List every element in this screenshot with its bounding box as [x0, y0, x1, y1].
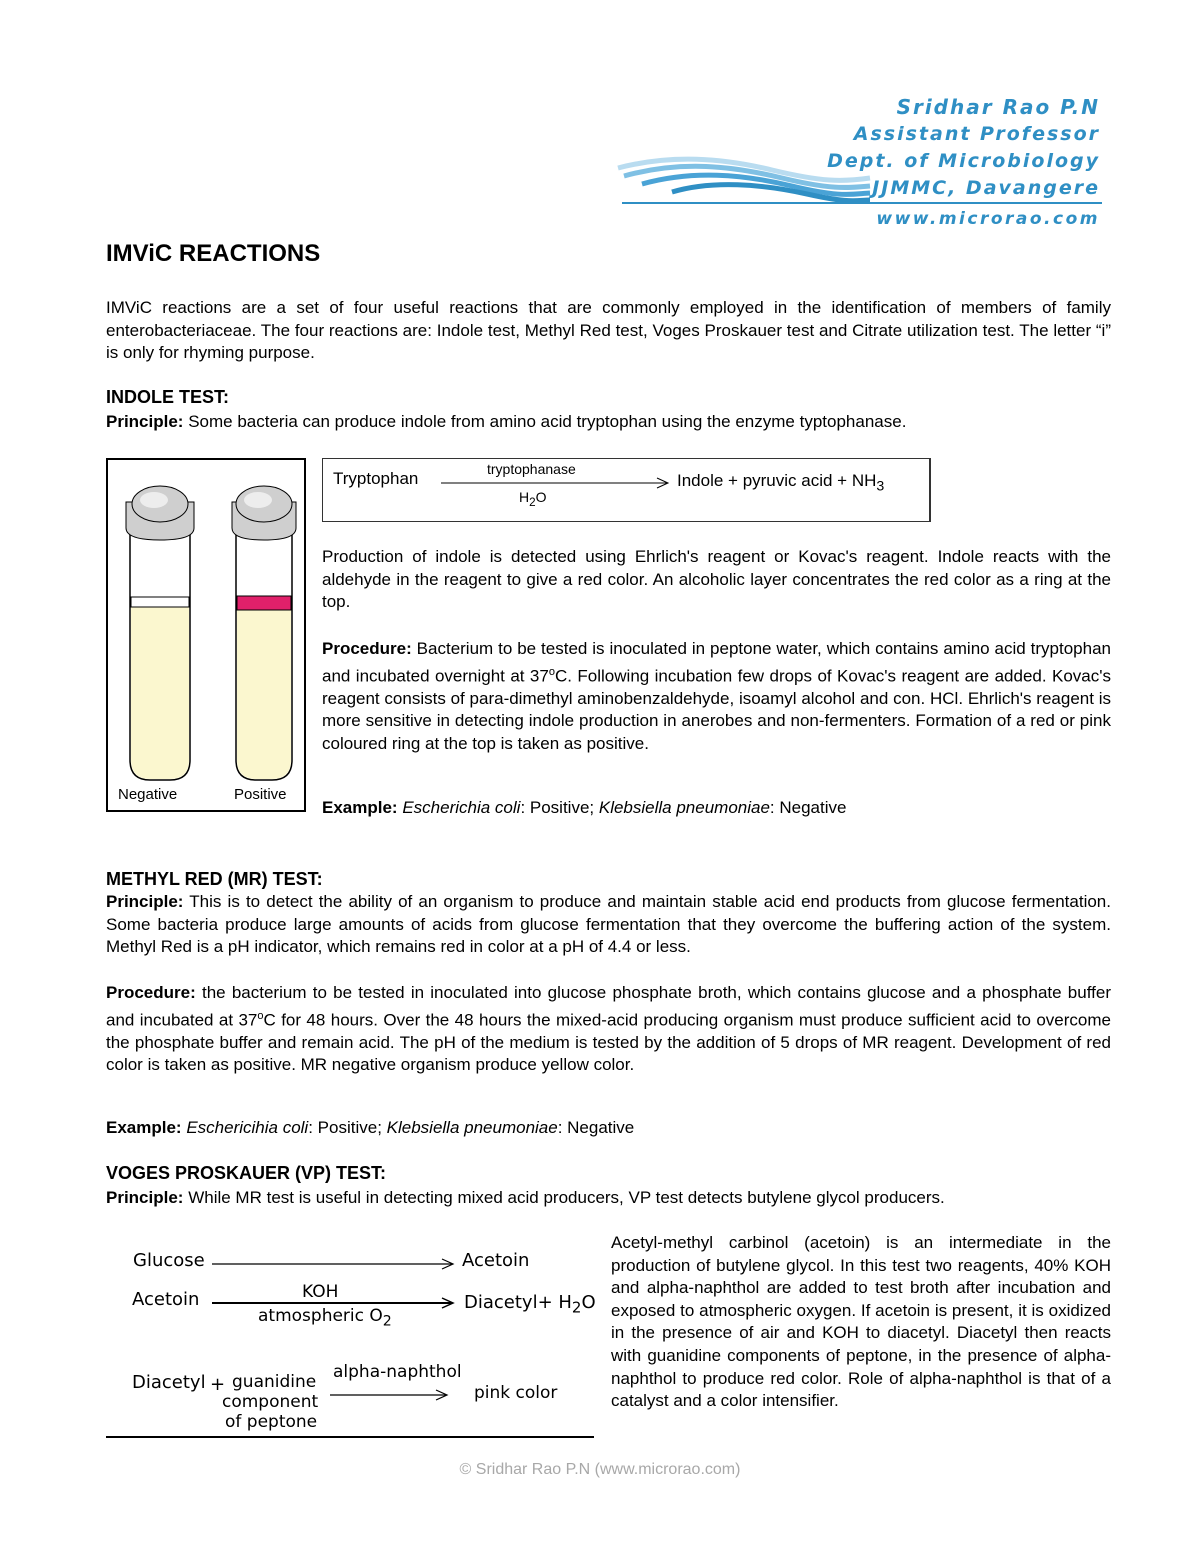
page-title: IMViC REACTIONS: [106, 240, 321, 267]
negative-tube: [126, 486, 194, 780]
eq-substrate: Tryptophan: [333, 469, 419, 488]
indole-example: Example: Escherichia coli: Positive; Klebsiella pneumoniae: Negative: [322, 798, 847, 817]
r3-left1: Diacetyl: [132, 1372, 206, 1393]
mr-example: Example: Eschericihia coli: Positive; Klebsiella pneumoniae: Negative: [106, 1118, 635, 1137]
indole-principle-text: Some bacteria can produce indole from amino acid tryptophan using the enzyme typtophanase.: [188, 412, 907, 431]
vp-principle: Principle: While MR test is useful in detecting mixed acid producers, VP test detects butylene glycol producers.: [106, 1188, 945, 1207]
test-tubes-illustration: [108, 460, 304, 810]
eq-enzyme: tryptophanase: [487, 461, 576, 477]
indole-equation-box: [322, 458, 931, 522]
r2-left: Acetoin: [132, 1289, 200, 1310]
author-department: Dept. of Microbiology: [827, 150, 1100, 172]
vp-scheme-rule: [106, 1436, 594, 1438]
positive-label: Positive: [234, 786, 287, 803]
r3-left2a: guanidine: [232, 1372, 317, 1392]
eq-water: $H_2O$: [519, 489, 547, 509]
r1-right: Acetoin: [462, 1250, 530, 1271]
header-rule: [622, 202, 1102, 204]
r2-top: KOH: [302, 1282, 339, 1302]
footer-copyright: © Sridhar Rao P.N (www.microrao.com): [459, 1461, 741, 1478]
vp-heading: VOGES PROSKAUER (VP) TEST:: [106, 1163, 387, 1183]
mr-principle: Principle: This is to detect the ability of an organism to produce and maintain stable acid end products from glucose fermentation. Some bacteria produce large amounts of acids from glucose fermentation that they overcome the buffering action of the system. Methyl Red is a pH indicator, which remains red in color at a pH of 4.4 or less.: [106, 892, 1111, 957]
principle-label: Principle:: [106, 412, 184, 431]
r1-left: Glucose: [133, 1250, 205, 1271]
author-institution: JJMMC, Davangere: [872, 177, 1100, 199]
r2-bottom: atmospheric $O_2$: [258, 1306, 392, 1330]
indole-procedure: Procedure: Bacterium to be tested is inoculated in peptone water, which contains amino acid tryptophan and incubated overnight at 37$^o$C. Following incubation few drops of Kovac's reagent are added. Kovac's reagent consists of para-dimethyl aminobenzaldehyde, isoamyl alcohol and con. HCl. Ehrlich's reagent is more sensitive in detecting indole production in anerobes and non-fermenters. Formation of a red or pink coloured ring at the top is taken as positive.: [322, 639, 1111, 754]
r2-right: Diacetyl+ $H_2O$: [464, 1292, 596, 1317]
mr-heading: METHYL RED (MR) TEST:: [106, 869, 323, 889]
r3-plus: +: [210, 1374, 226, 1395]
website-link[interactable]: www.microrao.com: [876, 209, 1100, 229]
indole-tubes-figure: [106, 458, 306, 812]
arrow-icon: [330, 1389, 450, 1401]
r3-left2b: component: [222, 1392, 319, 1412]
author-position: Assistant Professor: [853, 123, 1100, 145]
arrow-icon: [212, 1258, 456, 1270]
vp-description: Acetyl-methyl carbinol (acetoin) is an intermediate in the production of butylene glycol. In this test two reagents, 40% KOH and alpha-naphthol are added to test broth after incubation and exposed to atmospheric oxygen. If acetoin is present, it is oxidized in the presence of air and KOH to diacetyl. Diacetyl then reacts with guanidine components of peptone, in the presence of alpha-naphthol to produce red color. Role of alpha-naphthol is that of a catalyst and a color intensifier.: [611, 1233, 1111, 1411]
negative-label: Negative: [118, 786, 178, 803]
mr-procedure: Procedure: the bacterium to be tested in inoculated into glucose phosphate broth, which contains glucose and a phosphate buffer and incubated at 37$^o$C for 48 hours. Over the 48 hours the mixed-acid producing organism must produce sufficient acid to overcome the phosphate buffer and remain acid. The pH of the medium is tested by the addition of 5 drops of MR reagent. Development of red color is taken as positive. MR negative organism produce yellow color.: [106, 983, 1111, 1075]
indole-detection: Production of indole is detected using Ehrlich's reagent or Kovac's reagent. Indole reacts with the aldehyde in the reagent to give a red color. An alcoholic layer concentrates the red color as a ring at the top.: [322, 547, 1111, 612]
author-name: Sridhar Rao P.N: [896, 95, 1100, 119]
eq-products: Indole + pyruvic acid + $NH_3$: [677, 471, 885, 495]
indole-heading: INDOLE TEST:: [106, 387, 230, 407]
indole-principle: [106, 411, 1111, 434]
intro-paragraph: IMViC reactions are a set of four useful reactions that are commonly employed in the identification of members of family enterobacteriaceae. The four reactions are: Indole test, Methyl Red test, Voges Proskauer test and Citrate utilization test. The letter “i” is only for rhyming purpose.: [106, 298, 1111, 363]
r3-top: alpha-naphthol: [333, 1362, 462, 1382]
reaction-arrow-icon: [441, 477, 671, 489]
r3-left2c: of peptone: [225, 1412, 318, 1432]
r3-right: pink color: [474, 1383, 558, 1403]
positive-tube: [232, 486, 296, 780]
